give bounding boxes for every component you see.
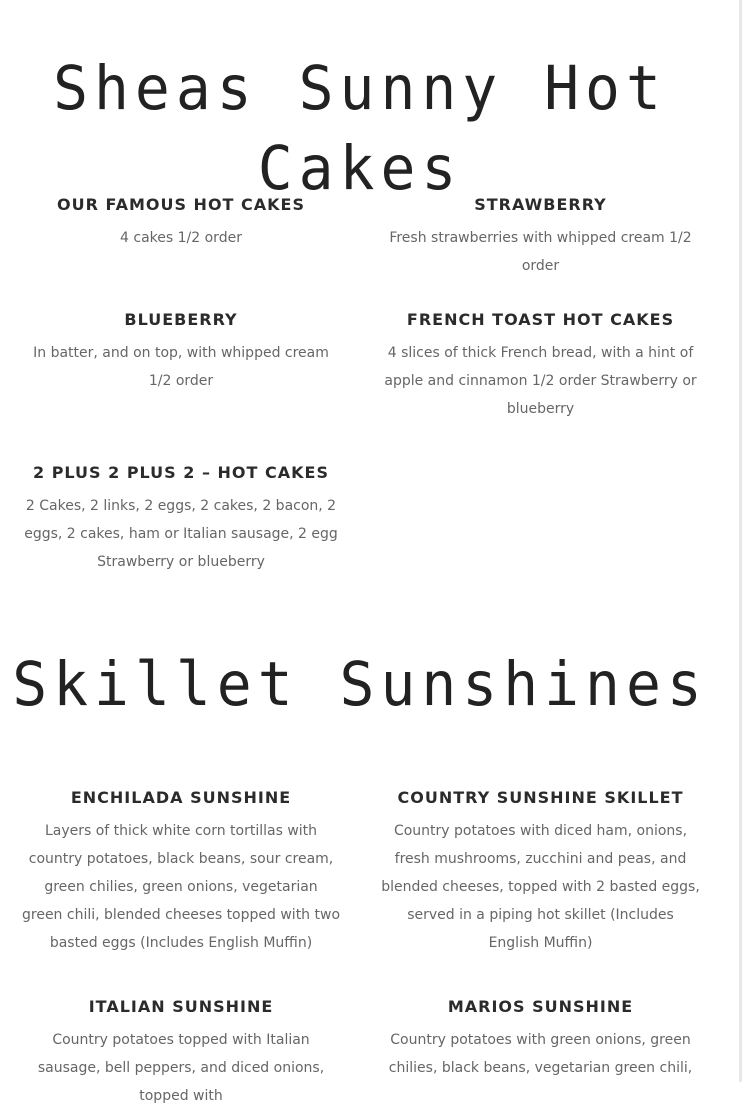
item-description: Fresh strawberries with whipped cream 1/2 order (389, 230, 692, 274)
item-name: OUR FAMOUS HOT CAKES (56, 195, 306, 214)
item-name: BLUEBERRY (124, 310, 238, 329)
menu-item-strawberry (380, 194, 701, 280)
item-name: MARIOS SUNSHINE (447, 997, 634, 1016)
item-description: Country potatoes topped with Italian sausage, bell peppers, and diced onions, topped with (37, 1032, 325, 1104)
item-name: FRENCH TOAST HOT CAKES (406, 310, 675, 329)
menu-item-marios-sunshine (380, 996, 701, 1082)
item-name: ITALIAN SUNSHINE (88, 997, 274, 1016)
item-name: ENCHILADA SUNSHINE (70, 788, 292, 807)
menu-item-french-toast-hot-cakes (380, 309, 701, 423)
item-description: 4 slices of thick French bread, with a hint of apple and cinnamon 1/2 order Strawberry or blueberry (384, 345, 697, 417)
section-title-skillet-sunshines: Skillet Sunshines (12, 648, 708, 720)
menu-item-enchilada-sunshine (22, 787, 340, 957)
section-title-hot-cakes: Sheas Sunny Hot Cakes (53, 52, 667, 204)
item-name: COUNTRY SUNSHINE SKILLET (397, 788, 684, 807)
item-name: 2 PLUS 2 PLUS 2 – HOT CAKES (32, 463, 329, 482)
menu-item-famous-hot-cakes (22, 194, 340, 252)
item-description: In batter, and on top, with whipped cream 1/2 order (33, 345, 329, 389)
item-name: STRAWBERRY (474, 195, 607, 214)
menu-item-2-plus-2-plus-2 (22, 462, 340, 576)
item-description: Country potatoes with green onions, green chilies, black beans, vegetarian green chili, (388, 1032, 693, 1076)
menu-item-blueberry (22, 309, 340, 395)
item-description: 2 Cakes, 2 links, 2 eggs, 2 cakes, 2 bacon, 2 eggs, 2 cakes, ham or Italian sausage, 2 egg Strawberry or blueberry (24, 498, 338, 570)
item-description: 4 cakes 1/2 order (120, 230, 242, 246)
item-description: Country potatoes with diced ham, onions, fresh mushrooms, zucchini and peas, and blended cheeses, topped with 2 basted eggs, served in a piping hot skillet (Includes English Muffin) (381, 823, 700, 951)
menu-item-italian-sunshine (22, 996, 340, 1110)
menu-item-country-sunshine-skillet (380, 787, 701, 957)
item-description: Layers of thick white corn tortillas with country potatoes, black beans, sour cream, green chilies, green onions, vegetarian green chili, blended cheeses topped with two basted eggs (Includes English Muffin) (22, 823, 341, 951)
